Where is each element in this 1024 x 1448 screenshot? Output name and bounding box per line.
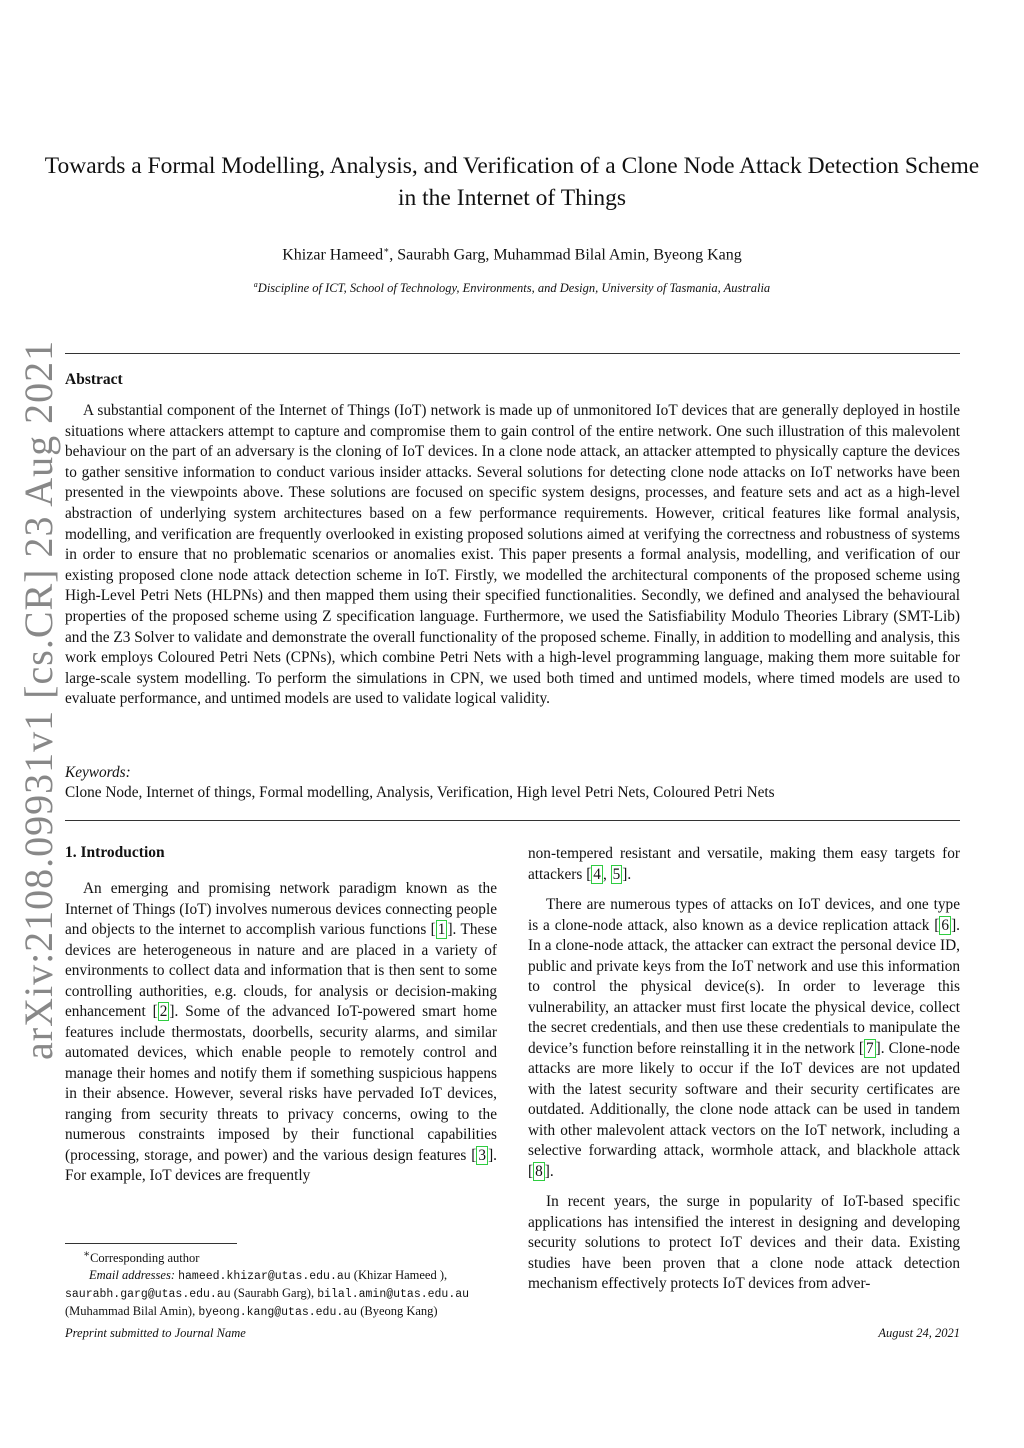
footnote-text: Corresponding author (90, 1251, 200, 1266)
divider-bottom (65, 820, 960, 821)
affiliation-text: Discipline of ICT, School of Technology, Environments, and Design, University of Tasmania, Australia (257, 281, 771, 296)
email-label: Email addresses: (89, 1268, 175, 1283)
date: August 24, 2021 (878, 1326, 960, 1340)
email-owner: (Muhammad Bilal Amin), (65, 1304, 196, 1319)
author-mark: ∗ (383, 245, 390, 255)
email-link[interactable]: hameed.khizar@utas.edu.au (178, 1270, 351, 1284)
citation-link[interactable]: 3 (478, 1146, 487, 1164)
text-run: There are numerous types of attacks on IoT devices, and one type is a clone-node attack, also known as a device replication attack (528, 896, 960, 934)
text-run: . (627, 865, 632, 883)
paragraph: An emerging and promising network paradigm known as the Internet of Things (IoT) involves numerous devices connecting people and objects to the internet to accomplish various functions [ 1 ]. These devices are heterogeneous in nature and are placed in a variety of environments to collect data and information that is then sent to some controlling authorities, e.g. clouds, for analysis or decision-making enhancement [ 2 ]. Some of the advanced IoT-powered smart home features include thermostats, doorbells, security alarms, and similar automated devices, which enable people to remotely control and manage their homes and notify them if something suspicious happens in their absence. However, several risks have pervaded IoT devices, ranging from security threats to privacy concerns, owing to the numerous constraints imposed by their functional capabilities (processing, storage, and power) and the various design features [ 3 ]. For example, IoT devices are frequently (65, 880, 498, 1184)
email-owner: (Byeong Kang) (360, 1304, 438, 1319)
footnote-emails (65, 1303, 505, 1321)
citation-link[interactable]: 2 (159, 1003, 168, 1020)
author-name: Khizar Hameed (282, 246, 384, 264)
text-run: non-tempered resistant and versatile, making them easy targets for attackers (528, 845, 960, 883)
arxiv-stamp: arXiv:2108.09931v1 [cs.CR] 23 Aug 2021 (16, 339, 61, 1060)
footnotes (65, 1246, 505, 1321)
footnote-emails (65, 1267, 505, 1285)
email-link[interactable]: bilal.amin@utas.edu.au (317, 1288, 470, 1302)
author-name: Muhammad Bilal Amin (493, 246, 646, 264)
text-run: , (602, 865, 611, 883)
affiliation (40, 276, 984, 297)
abstract-text: A substantial component of the Internet of Things (IoT) network is made up of unmonitored IoT devices that are generally deployed in hostile situations where attackers attempt to capture and compromise them to gain control of the entire network. One such illustration of this malevolent behaviour on the part of an adversary is the cloning of IoT devices. In a clone node attack, an attacker attempted to physically capture the devices to gather sensitive information to conduct various insider attacks. Several solutions for detecting clone node attacks on IoT networks have been presented in the viewpoints above. These solutions are focused on specific system designs, processes, and feature sets and act as a high-level abstraction of underlying system architectures based on a few performance requirements. However, critical features like formal analysis, modelling, and verification are frequently overlooked in existing proposed solutions aimed at verifying the correctness and robustness of systems in order to ensure that no problematic scenarios or anomalies exist. This paper presents a formal analysis, modelling, and verification of our existing proposed clone node attack detection scheme in IoT. Firstly, we modelled the architectural components of the proposed scheme using High-Level Petri Nets (HLPNs) and then mapped them using their specified functionalities. Secondly, we defined and analysed the behavioural properties of the proposed scheme using Z specification language. Furthermore, we used the Satisfiability Modulo Theories Library (SMT-Lib) and the Z3 Solver to validate and demonstrate the overall functionality of the proposed scheme. Finally, in addition to modelling and analysis, this work employs Coloured Petri Nets (CPNs), which combine Petri Nets with a high-level programming language, making them more suitable for large-scale system modelling. To perform the simulations in CPN, we used both timed and untimed models, where timed models are used to evaluate performance, and untimed models are used to validate logical validity. (65, 402, 960, 708)
left-column (65, 879, 497, 1187)
text-run: An emerging and promising network paradigm known as the Internet of Things (IoT) involves numerous devices connecting people and objects to the internet to accomplish various functions (65, 880, 497, 938)
email-link[interactable]: byeong.kang@utas.edu.au (198, 1306, 358, 1320)
preprint-note: Preprint submitted to Journal Name (65, 1326, 246, 1340)
keywords-label: Keywords: (65, 764, 131, 781)
text-run: . In a clone-node attack, the attacker can extract the personal device ID, public and private keys from the IoT network and use this information to control the physical device(s). In order to leverage this vulnerability, an attacker must first locate the physical device, collect the secret credentials, and then use these credentials to manipulate the device’s function before reinstalling it in the network (528, 916, 960, 1057)
text-run: . For example, IoT devices are frequently (65, 1146, 497, 1184)
citation-link[interactable]: 6 (941, 916, 950, 934)
keywords-text: Clone Node, Internet of things, Formal modelling, Analysis, Verification, High level Petri Nets, Coloured Petri Nets (65, 784, 775, 801)
right-column (528, 844, 960, 1295)
footnote-rule (65, 1243, 237, 1244)
citation-link[interactable]: 1 (437, 921, 446, 938)
email-owner: (Khizar Hameed ), (353, 1268, 448, 1283)
footnote-mark: ∗ (83, 1249, 91, 1260)
author-list: Khizar Hameed∗, Saurabh Garg, Muhammad Bilal Amin, Byeong Kang (282, 245, 742, 264)
text-run: . Some of the advanced IoT-powered smart home features include thermostats, doorbells, security alarms, and similar automated devices, which enable people to remotely control and manage their homes and notify them if something suspicious happens in their absence. However, several risks have pervaded IoT devices, ranging from security threats to privacy concerns, owing to the numerous constraints imposed by their functional capabilities (processing, storage, and power) and the various design features (65, 1003, 498, 1164)
email-link[interactable]: saurabh.garg@utas.edu.au (65, 1288, 231, 1302)
citation-link[interactable]: 5 (612, 865, 621, 883)
citation-link[interactable]: 7 (865, 1039, 874, 1057)
footnote-emails (65, 1285, 505, 1303)
text-run: . These devices are heterogeneous in nature and are placed in a variety of environments to collect data and information that is then sent to some controlling authorities, e.g. clouds, for analysis or decision-making enhancement (65, 921, 497, 1020)
footnote-corresponding (65, 1246, 505, 1267)
affiliation-mark: a (253, 280, 258, 289)
email-owner: (Saurabh Garg), (233, 1286, 315, 1301)
author-name: Saurabh Garg (397, 246, 486, 264)
paragraph: There are numerous types of attacks on IoT devices, and one type is a clone-node attack, also known as a device replication attack [ 6 ]. In a clone-node attack, the attacker can extract the personal device ID, public and private keys from the IoT network and use this information to control the physical device(s). In order to leverage this vulnerability, an attacker must first locate the physical device, collect the secret credentials, and then use these credentials to manipulate the device’s function before reinstalling it in the network [ 7 ]. Clone-node attacks are more likely to occur if the IoT devices are not updated with the latest security software and their security certificates are outdated. Additionally, the clone node attack can be used in tandem with other malevolent attack vectors on the IoT network, including a selective forwarding attack, wormhole attack, and blackhole attack [ 8 ]. (528, 896, 960, 1180)
abstract-heading: Abstract (65, 371, 123, 388)
citation-link[interactable]: 8 (535, 1162, 543, 1180)
text-run: . Clone-node attacks are more likely to occur if the IoT devices are not updated with the latest security software and their security certificates are outdated. Additionally, the clone node attack can be used in tandem with other malevolent attack vectors on the IoT network, including a selective forwarding attack, wormhole attack, and blackhole attack (528, 1039, 960, 1159)
author-name: Byeong Kang (653, 246, 742, 264)
paper-title: Towards a Formal Modelling, Analysis, and Verification of a Clone Node Attack Detection Scheme in the Internet of Things (44, 153, 980, 211)
paragraph: In recent years, the surge in popularity of IoT-based specific applications has intensified the interest in designing and developing security solutions to protect IoT devices and their data. Existing studies have been proven that a clone node attack detection mechanism effectively protects IoT devices from adver- (528, 1193, 960, 1292)
citation-link[interactable]: 4 (593, 865, 601, 883)
text-run: . (549, 1162, 554, 1180)
section-heading-introduction: 1. Introduction (65, 844, 165, 861)
paragraph: non-tempered resistant and versatile, making them easy targets for attackers [ 4 , 5 ]. (528, 845, 960, 883)
divider-top (65, 353, 960, 354)
